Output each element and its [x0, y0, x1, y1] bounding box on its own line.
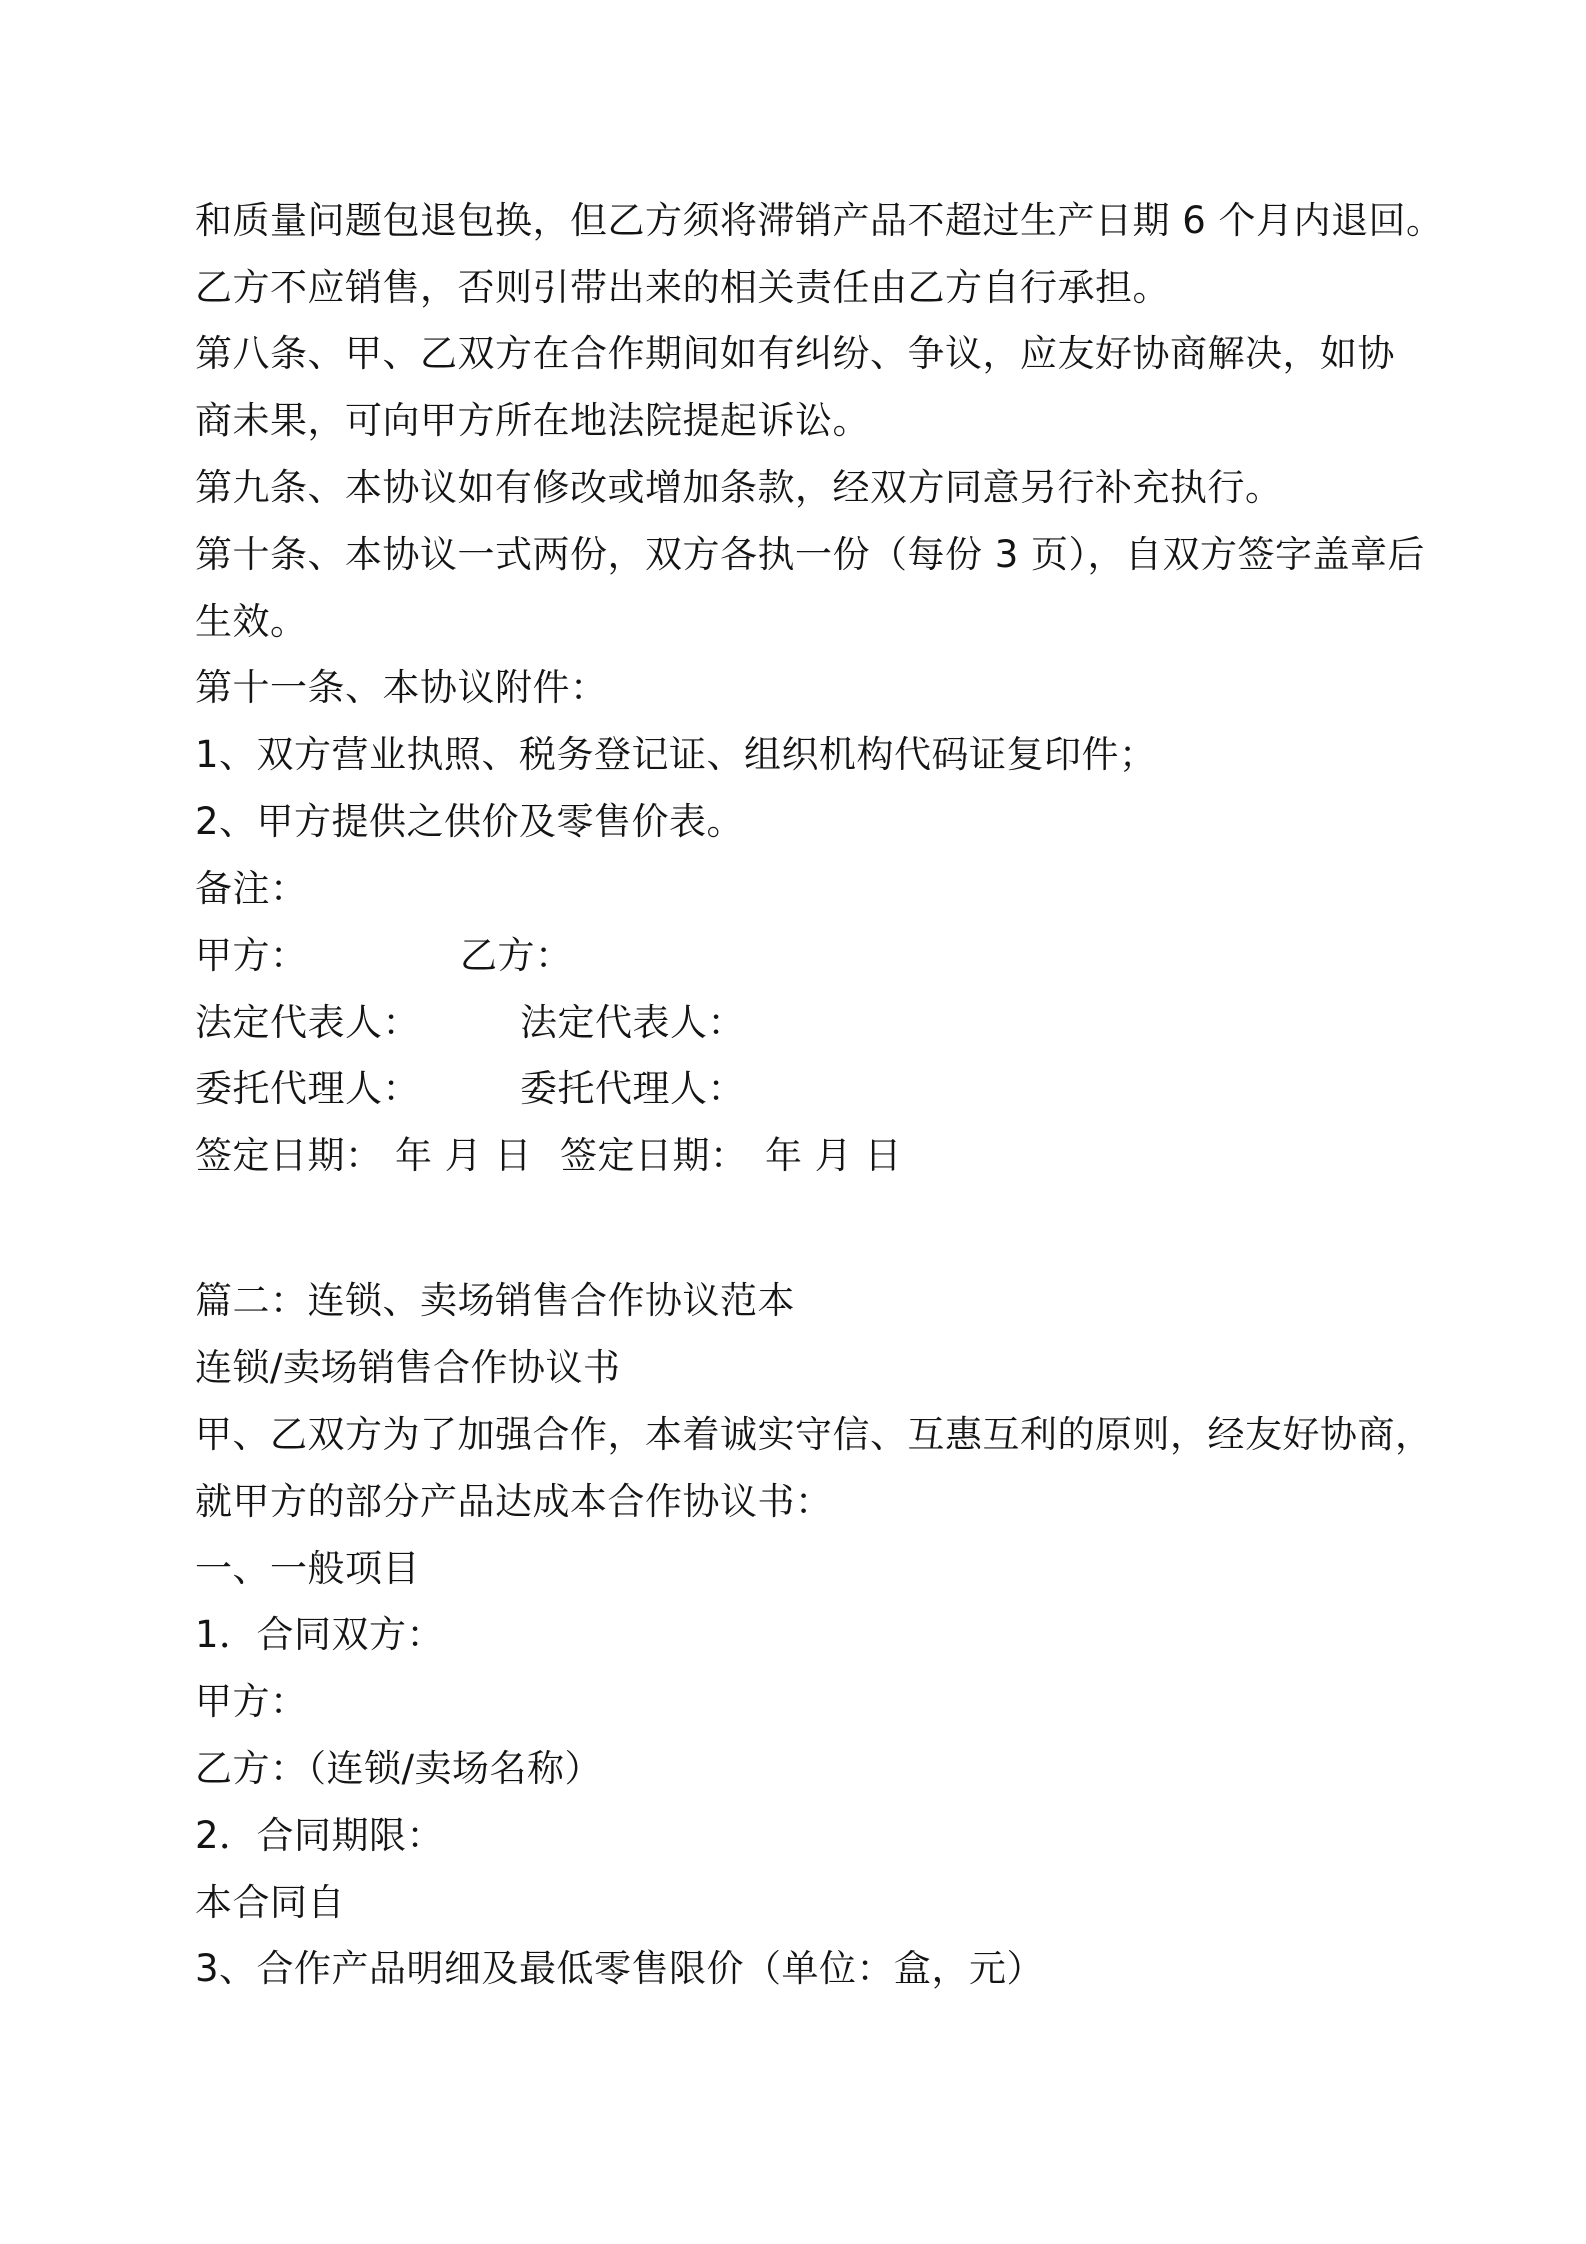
- paragraph-line: 1．合同双方：: [195, 1613, 445, 1656]
- paragraph-line: 本合同自: [195, 1881, 345, 1924]
- agent-b-label: 委托代理人：: [520, 1067, 745, 1110]
- signature-legal-rep-row: [195, 999, 745, 1047]
- paragraph-line: 和质量问题包退包换，但乙方须将滞销产品不超过生产日期 6 个月内退回。: [195, 199, 1444, 242]
- article-10-line: 第十条、本协议一式两份，双方各执一份（每份 3 页），自双方签字盖章后: [195, 533, 1426, 576]
- party-a-label: 甲方：: [195, 934, 308, 977]
- attachment-item-1: 1、双方营业执照、税务登记证、组织机构代码证复印件；: [195, 733, 1157, 776]
- paragraph-line: 商未果，可向甲方所在地法院提起诉讼。: [195, 399, 870, 442]
- paragraph-line: 甲、乙双方为了加强合作，本着诚实守信、互惠互利的原则，经友好协商，: [195, 1413, 1433, 1456]
- paragraph-line: 生效。: [195, 600, 308, 643]
- sign-date-b-label: 签定日期：: [560, 1134, 748, 1177]
- paragraph-line: 乙方不应销售，否则引带出来的相关责任由乙方自行承担。: [195, 266, 1170, 309]
- sign-date-b-value: 年 月 日: [765, 1134, 903, 1177]
- document-title: 连锁/卖场销售合作协议书: [195, 1346, 621, 1389]
- signature-date-row: [195, 1132, 903, 1180]
- section-title: 篇二：连锁、卖场销售合作协议范本: [195, 1279, 795, 1322]
- signature-party-row: [195, 932, 573, 980]
- legal-rep-b-label: 法定代表人：: [520, 1001, 745, 1044]
- article-11-line: 第十一条、本协议附件：: [195, 666, 608, 709]
- agent-a-label: 委托代理人：: [195, 1067, 420, 1110]
- paragraph-line: 就甲方的部分产品达成本合作协议书：: [195, 1480, 833, 1523]
- party-b-label: 乙方：: [460, 934, 573, 977]
- sign-date-a-label: 签定日期：: [195, 1134, 383, 1177]
- article-9-line: 第九条、本协议如有修改或增加条款，经双方同意另行补充执行。: [195, 466, 1283, 509]
- attachment-item-2: 2、甲方提供之供价及零售价表。: [195, 800, 745, 843]
- remarks-label: 备注：: [195, 867, 308, 910]
- legal-rep-a-label: 法定代表人：: [195, 1001, 420, 1044]
- paragraph-line: 2．合同期限：: [195, 1814, 445, 1857]
- sign-date-a-value: 年 月 日: [395, 1134, 533, 1177]
- paragraph-line: 乙方：（连锁/卖场名称）: [195, 1747, 602, 1790]
- signature-agent-row: [195, 1065, 745, 1113]
- paragraph-line: 甲方：: [195, 1680, 308, 1723]
- paragraph-line: 3、合作产品明细及最低零售限价（单位：盒，元）: [195, 1947, 1045, 1990]
- section-heading: 一、一般项目: [195, 1547, 420, 1590]
- article-8-line: 第八条、甲、乙双方在合作期间如有纠纷、争议，应友好协商解决，如协: [195, 332, 1395, 375]
